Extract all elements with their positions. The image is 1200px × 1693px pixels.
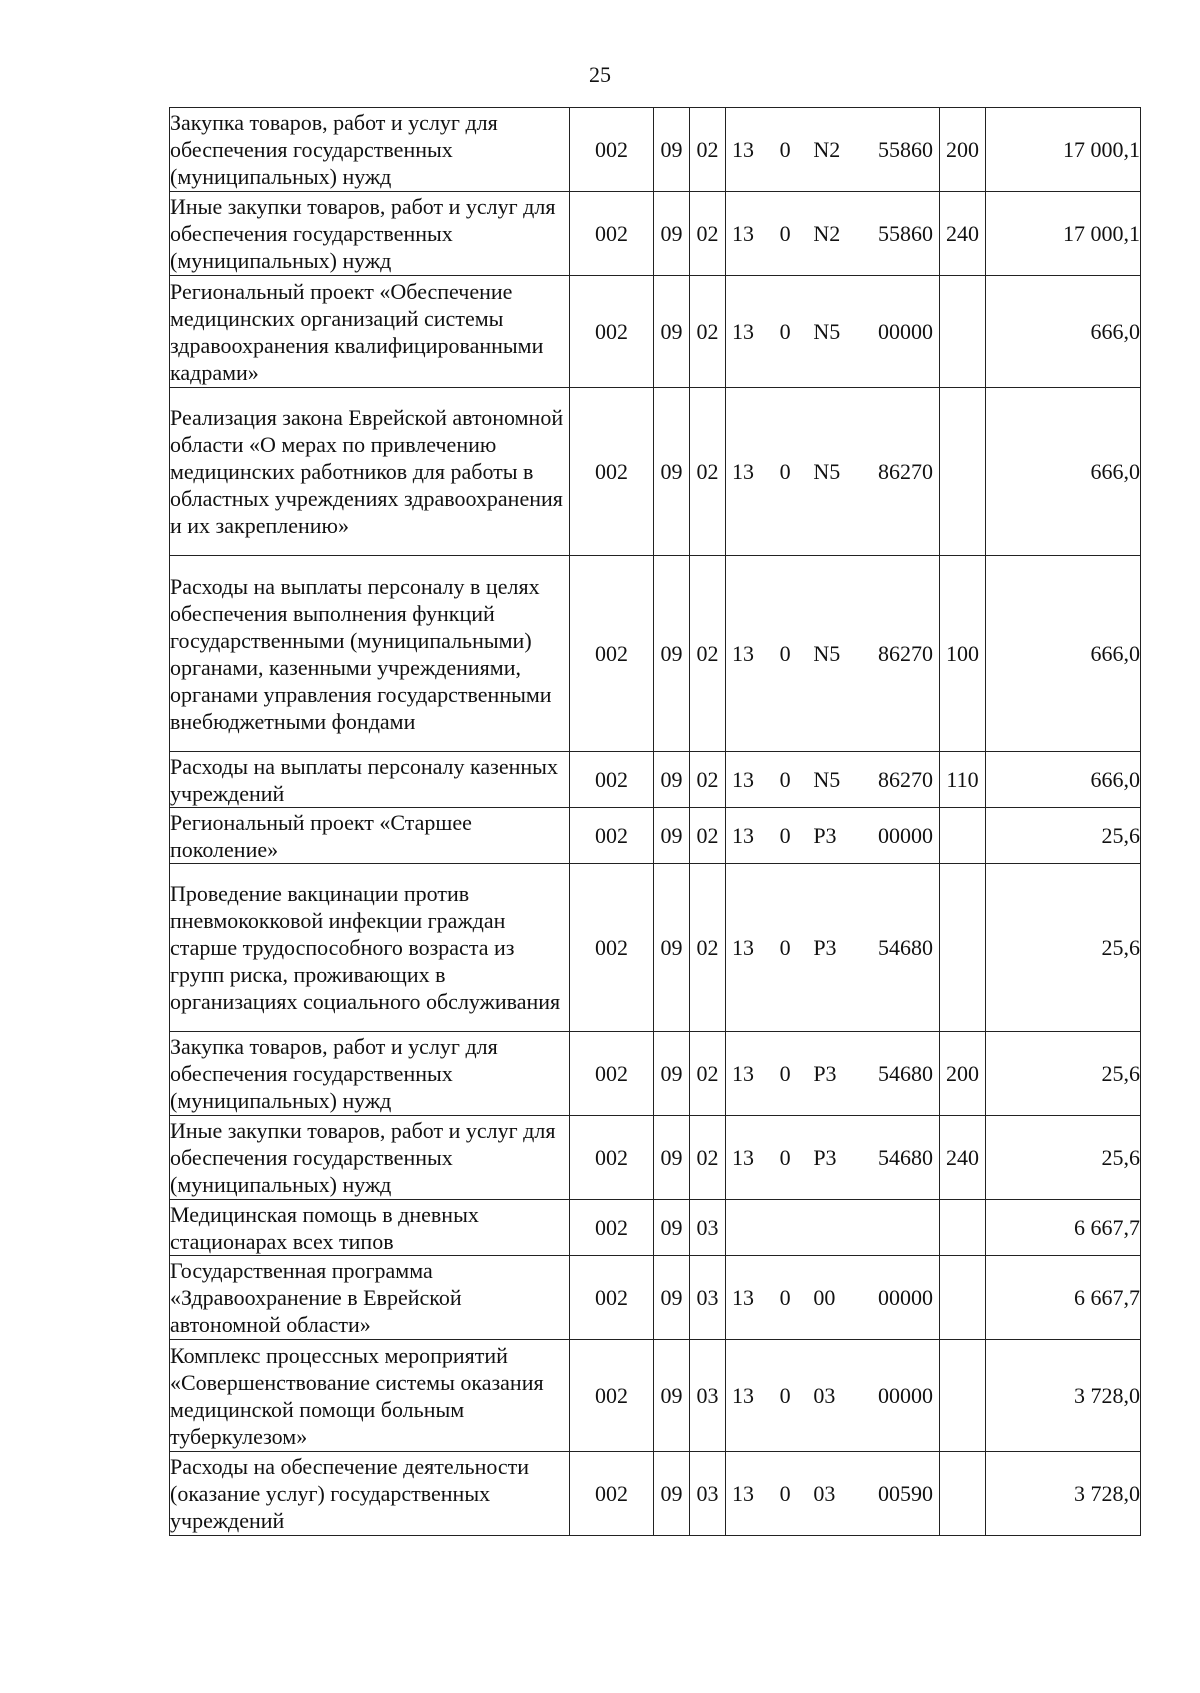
target-article-code bbox=[726, 1480, 939, 1507]
section-code-cell: 09 bbox=[654, 1256, 690, 1340]
target-article-code bbox=[726, 1284, 939, 1311]
subsection-code-cell: 03 bbox=[690, 1200, 726, 1256]
expense-type-cell bbox=[940, 808, 986, 864]
row-name-cell: Государственная программа «Здравоохранение в Еврейской автономной области» bbox=[170, 1256, 570, 1340]
target-article-code: 54680 bbox=[877, 1061, 933, 1086]
target-article-program: 13 bbox=[732, 767, 754, 792]
ministry-code-cell: 002 bbox=[570, 1032, 654, 1116]
target-article-direction: P3 bbox=[813, 1061, 837, 1086]
target-article-direction: N2 bbox=[813, 137, 841, 162]
target-article-program: 13 bbox=[732, 1285, 754, 1310]
subsection-code-cell: 02 bbox=[690, 1032, 726, 1116]
target-article-cell bbox=[726, 108, 940, 192]
amount-cell: 666,0 bbox=[986, 752, 1141, 808]
section-code-cell: 09 bbox=[654, 388, 690, 556]
table-row bbox=[170, 276, 1141, 388]
amount-cell: 3 728,0 bbox=[986, 1452, 1141, 1536]
subsection-code-cell: 02 bbox=[690, 1116, 726, 1200]
target-article-direction: N5 bbox=[813, 319, 841, 344]
target-article-program: 13 bbox=[732, 319, 754, 344]
ministry-code-cell: 002 bbox=[570, 1116, 654, 1200]
expense-type-cell bbox=[940, 1452, 986, 1536]
target-article-subprogram: 0 bbox=[779, 221, 791, 246]
target-article-direction: P3 bbox=[813, 1145, 837, 1170]
target-article-subprogram: 0 bbox=[779, 823, 791, 848]
subsection-code-cell: 02 bbox=[690, 192, 726, 276]
expense-type-cell bbox=[940, 276, 986, 388]
amount-cell: 6 667,7 bbox=[986, 1200, 1141, 1256]
target-article-direction: P3 bbox=[813, 935, 837, 960]
subsection-code-cell: 02 bbox=[690, 556, 726, 752]
row-name-cell: Комплекс процессных мероприятий «Совершенствование системы оказания медицинской помощи больным туберкулезом» bbox=[170, 1340, 570, 1452]
target-article-subprogram: 0 bbox=[779, 1061, 791, 1086]
table-row bbox=[170, 752, 1141, 808]
section-code-cell: 09 bbox=[654, 808, 690, 864]
table-row bbox=[170, 108, 1141, 192]
target-article-subprogram: 0 bbox=[779, 641, 791, 666]
target-article-cell bbox=[726, 1256, 940, 1340]
section-code-cell: 09 bbox=[654, 276, 690, 388]
subsection-code-cell: 02 bbox=[690, 808, 726, 864]
target-article-code bbox=[726, 766, 939, 793]
table-row bbox=[170, 1116, 1141, 1200]
row-name-cell: Региональный проект «Обеспечение медицинских организаций системы здравоохранения квалифицированными кадрами» bbox=[170, 276, 570, 388]
subsection-code-cell: 02 bbox=[690, 864, 726, 1032]
target-article-program: 13 bbox=[732, 1061, 754, 1086]
target-article-code bbox=[726, 1382, 939, 1409]
target-article-code bbox=[726, 640, 939, 667]
section-code-cell: 09 bbox=[654, 1340, 690, 1452]
target-article-code bbox=[726, 458, 939, 485]
amount-cell: 666,0 bbox=[986, 556, 1141, 752]
target-article-program: 13 bbox=[732, 221, 754, 246]
section-code-cell: 09 bbox=[654, 1200, 690, 1256]
target-article-subprogram: 0 bbox=[779, 1481, 791, 1506]
target-article-cell bbox=[726, 1452, 940, 1536]
target-article-direction: 03 bbox=[813, 1481, 836, 1506]
target-article-code bbox=[726, 136, 939, 163]
target-article-code bbox=[726, 1144, 939, 1171]
ministry-code-cell: 002 bbox=[570, 808, 654, 864]
row-name-cell: Иные закупки товаров, работ и услуг для обеспечения государственных (муниципальных) нужд bbox=[170, 192, 570, 276]
target-article-subprogram: 0 bbox=[779, 1285, 791, 1310]
target-article-cell bbox=[726, 1340, 940, 1452]
target-article-direction: N5 bbox=[813, 641, 841, 666]
target-article-code: 00000 bbox=[877, 319, 933, 344]
amount-cell: 17 000,1 bbox=[986, 192, 1141, 276]
expense-type-cell: 200 bbox=[940, 108, 986, 192]
section-code-cell: 09 bbox=[654, 1032, 690, 1116]
table-row bbox=[170, 1340, 1141, 1452]
row-name-cell: Проведение вакцинации против пневмококковой инфекции граждан старше трудоспособного возраста из групп риска, проживающих в организациях социального обслуживания bbox=[170, 864, 570, 1032]
expense-type-cell: 240 bbox=[940, 192, 986, 276]
expense-type-cell bbox=[940, 864, 986, 1032]
table-row bbox=[170, 808, 1141, 864]
target-article-program: 13 bbox=[732, 1481, 754, 1506]
ministry-code-cell: 002 bbox=[570, 1452, 654, 1536]
section-code-cell: 09 bbox=[654, 192, 690, 276]
target-article-code bbox=[726, 1060, 939, 1087]
row-name-cell: Иные закупки товаров, работ и услуг для обеспечения государственных (муниципальных) нужд bbox=[170, 1116, 570, 1200]
ministry-code-cell: 002 bbox=[570, 276, 654, 388]
target-article-code bbox=[726, 220, 939, 247]
target-article-cell bbox=[726, 864, 940, 1032]
expense-type-cell bbox=[940, 1200, 986, 1256]
target-article-subprogram: 0 bbox=[779, 1383, 791, 1408]
target-article-subprogram: 0 bbox=[779, 1145, 791, 1170]
target-article-code: 00000 bbox=[877, 1383, 933, 1408]
row-name-cell: Медицинская помощь в дневных стационарах всех типов bbox=[170, 1200, 570, 1256]
target-article-direction: N5 bbox=[813, 767, 841, 792]
table-row bbox=[170, 556, 1141, 752]
target-article-subprogram: 0 bbox=[779, 935, 791, 960]
ministry-code-cell: 002 bbox=[570, 388, 654, 556]
target-article-program: 13 bbox=[732, 1383, 754, 1408]
table-row bbox=[170, 1200, 1141, 1256]
ministry-code-cell: 002 bbox=[570, 556, 654, 752]
ministry-code-cell: 002 bbox=[570, 1200, 654, 1256]
target-article-code: 86270 bbox=[877, 641, 933, 666]
amount-cell: 25,6 bbox=[986, 1116, 1141, 1200]
ministry-code-cell: 002 bbox=[570, 108, 654, 192]
target-article-code bbox=[726, 934, 939, 961]
expense-type-cell bbox=[940, 388, 986, 556]
table-row bbox=[170, 388, 1141, 556]
section-code-cell: 09 bbox=[654, 752, 690, 808]
table-row bbox=[170, 1452, 1141, 1536]
target-article-direction: P3 bbox=[813, 823, 837, 848]
subsection-code-cell: 03 bbox=[690, 1340, 726, 1452]
target-article-program: 13 bbox=[732, 137, 754, 162]
expense-type-cell: 200 bbox=[940, 1032, 986, 1116]
target-article-subprogram: 0 bbox=[779, 459, 791, 484]
target-article-cell bbox=[726, 192, 940, 276]
table-row bbox=[170, 864, 1141, 1032]
table-row bbox=[170, 1032, 1141, 1116]
target-article-code: 55860 bbox=[877, 221, 933, 246]
amount-cell: 17 000,1 bbox=[986, 108, 1141, 192]
target-article-cell bbox=[726, 1200, 940, 1256]
row-name-cell: Расходы на выплаты персоналу в целях обеспечения выполнения функций государственными (муниципальными) органами, казенными учреждениями, органами управления государственными внебюджетными фондами bbox=[170, 556, 570, 752]
target-article-cell bbox=[726, 276, 940, 388]
subsection-code-cell: 02 bbox=[690, 108, 726, 192]
target-article-program: 13 bbox=[732, 1145, 754, 1170]
row-name-cell: Расходы на выплаты персоналу казенных учреждений bbox=[170, 752, 570, 808]
target-article-direction: 00 bbox=[813, 1285, 836, 1310]
row-name-cell: Расходы на обеспечение деятельности (оказание услуг) государственных учреждений bbox=[170, 1452, 570, 1536]
table-row bbox=[170, 1256, 1141, 1340]
row-name-cell: Закупка товаров, работ и услуг для обеспечения государственных (муниципальных) нужд bbox=[170, 1032, 570, 1116]
section-code-cell: 09 bbox=[654, 1116, 690, 1200]
amount-cell: 25,6 bbox=[986, 808, 1141, 864]
target-article-direction: N2 bbox=[813, 221, 841, 246]
target-article-direction: N5 bbox=[813, 459, 841, 484]
amount-cell: 25,6 bbox=[986, 1032, 1141, 1116]
expense-type-cell: 100 bbox=[940, 556, 986, 752]
ministry-code-cell: 002 bbox=[570, 864, 654, 1032]
target-article-subprogram: 0 bbox=[779, 767, 791, 792]
target-article-code bbox=[726, 822, 939, 849]
amount-cell: 666,0 bbox=[986, 388, 1141, 556]
target-article-code: 54680 bbox=[877, 1145, 933, 1170]
ministry-code-cell: 002 bbox=[570, 192, 654, 276]
subsection-code-cell: 03 bbox=[690, 1256, 726, 1340]
subsection-code-cell: 02 bbox=[690, 276, 726, 388]
amount-cell: 3 728,0 bbox=[986, 1340, 1141, 1452]
ministry-code-cell: 002 bbox=[570, 752, 654, 808]
target-article-subprogram: 0 bbox=[779, 319, 791, 344]
target-article-cell bbox=[726, 752, 940, 808]
expense-type-cell bbox=[940, 1256, 986, 1340]
target-article-subprogram: 0 bbox=[779, 137, 791, 162]
subsection-code-cell: 02 bbox=[690, 388, 726, 556]
section-code-cell: 09 bbox=[654, 108, 690, 192]
subsection-code-cell: 02 bbox=[690, 752, 726, 808]
page-number: 25 bbox=[589, 62, 611, 87]
ministry-code-cell: 002 bbox=[570, 1340, 654, 1452]
target-article-code: 55860 bbox=[877, 137, 933, 162]
budget-table-body bbox=[170, 108, 1141, 1536]
target-article-code: 00590 bbox=[877, 1481, 933, 1506]
target-article-program: 13 bbox=[732, 935, 754, 960]
target-article-cell bbox=[726, 1116, 940, 1200]
subsection-code-cell: 03 bbox=[690, 1452, 726, 1536]
target-article-code: 86270 bbox=[877, 767, 933, 792]
target-article-cell bbox=[726, 808, 940, 864]
target-article-cell bbox=[726, 556, 940, 752]
table-row bbox=[170, 192, 1141, 276]
amount-cell: 25,6 bbox=[986, 864, 1141, 1032]
expense-type-cell: 240 bbox=[940, 1116, 986, 1200]
expense-type-cell: 110 bbox=[940, 752, 986, 808]
target-article-direction: 03 bbox=[813, 1383, 836, 1408]
amount-cell: 6 667,7 bbox=[986, 1256, 1141, 1340]
section-code-cell: 09 bbox=[654, 556, 690, 752]
target-article-cell bbox=[726, 1032, 940, 1116]
row-name-cell: Реализация закона Еврейской автономной области «О мерах по привлечению медицинских работников для работы в областных учреждениях здравоохранения и их закреплению» bbox=[170, 388, 570, 556]
expense-type-cell bbox=[940, 1340, 986, 1452]
target-article-code: 00000 bbox=[877, 1285, 933, 1310]
target-article-code bbox=[726, 318, 939, 345]
row-name-cell: Закупка товаров, работ и услуг для обеспечения государственных (муниципальных) нужд bbox=[170, 108, 570, 192]
target-article-code: 00000 bbox=[877, 823, 933, 848]
target-article-program: 13 bbox=[732, 823, 754, 848]
target-article-program: 13 bbox=[732, 459, 754, 484]
row-name-cell: Региональный проект «Старшее поколение» bbox=[170, 808, 570, 864]
amount-cell: 666,0 bbox=[986, 276, 1141, 388]
section-code-cell: 09 bbox=[654, 1452, 690, 1536]
target-article-code: 54680 bbox=[877, 935, 933, 960]
ministry-code-cell: 002 bbox=[570, 1256, 654, 1340]
budget-table bbox=[169, 107, 1141, 1536]
target-article-cell bbox=[726, 388, 940, 556]
target-article-code: 86270 bbox=[877, 459, 933, 484]
target-article-program: 13 bbox=[732, 641, 754, 666]
section-code-cell: 09 bbox=[654, 864, 690, 1032]
